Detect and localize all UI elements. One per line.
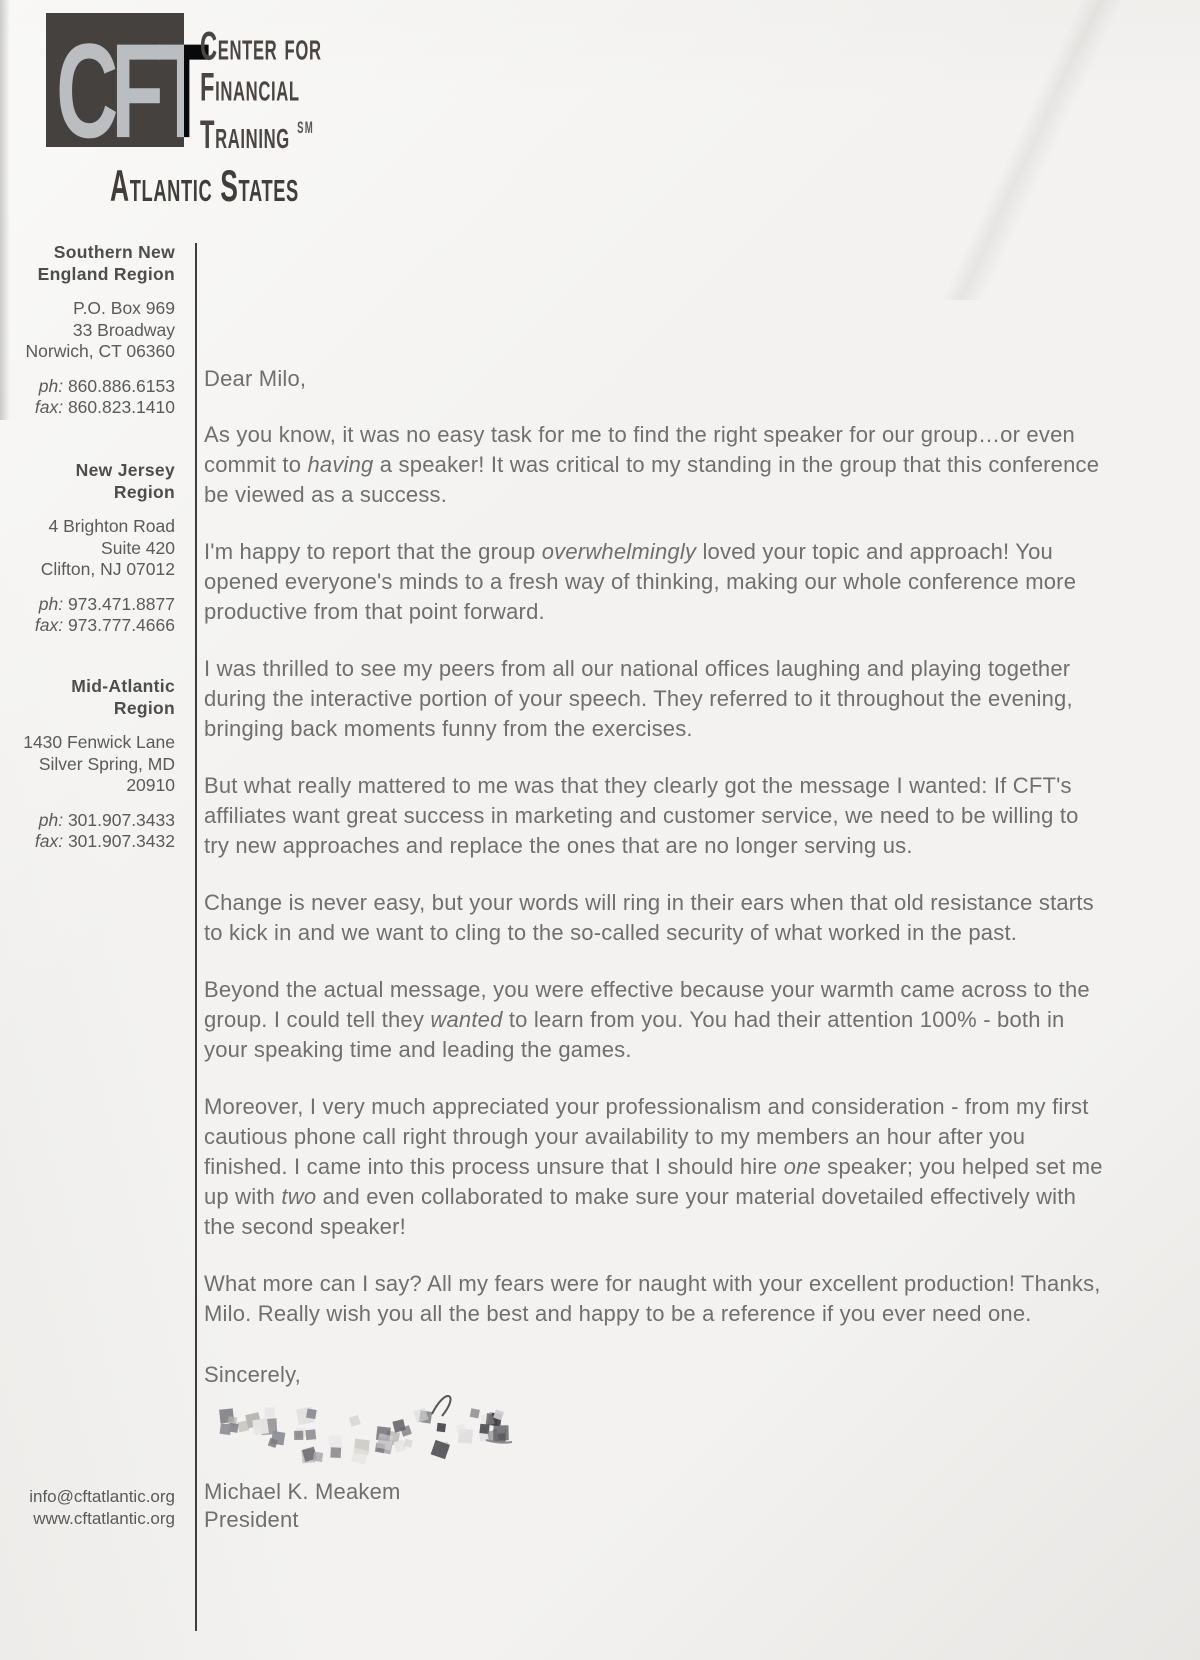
website-url: www.cftatlantic.org [33,1509,175,1528]
paragraph-5: Change is never easy, but your words will ring in their ears when that old resistance starts to kick in and we want to cling to the so-called security of what worked in the past. [204,890,1094,945]
address-line: 4 Brighton Road [48,516,175,536]
fax-line: fax: 973.777.4666 [34,615,175,635]
service-mark: SM [297,118,315,138]
address-line: Silver Spring, MD [38,753,175,774]
closing: Sincerely, [204,1362,301,1387]
region-name: New Jersey Region [75,460,175,502]
org-name-line-1: Center for [200,24,322,69]
paragraph-1: As you know, it was no easy task for me to find the right speaker for our group…or even commit to having a speaker! It was critical to my standing in the group that this conference be viewed as a success. [204,422,1100,507]
region-name: Mid-Atlantic Region [71,676,175,718]
address-line: Clifton, NJ 07012 [40,559,175,579]
cft-logo-monogram: CFT [56,16,203,167]
paragraph-7: Moreover, I very much appreciated your professionalism and consideration - from my first cautious phone call right through your availability to my members an hour after you finished. I came into this process unsure that I should hire one speaker; you helped set me up with two and even collaborated to make sure your material dovetailed effectively with the second speaker! [204,1094,1103,1239]
address-line: Norwich, CT 06360 [25,341,175,361]
org-name [200,24,390,157]
vertical-divider [195,243,197,1631]
division-name: Atlantic States [110,160,299,211]
region-address [18,298,175,363]
signature-redacted [204,1394,1106,1478]
contact-block [18,1486,175,1530]
paragraph-4: But what really mattered to me was that they clearly got the message I wanted: If CFT's affiliates want great success in marketing and customer service, we need to be willing to try new approaches and replace the ones that are no longer serving us. [204,773,1079,858]
letter-body [204,366,1106,1534]
phone-line: ph: 301.907.3433 [38,809,175,830]
region-block-new-jersey [18,460,175,637]
email-address: info@cftatlantic.org [29,1487,175,1506]
signature-mosaic [204,1394,564,1478]
paragraph-3: I was thrilled to see my peers from all our national offices laughing and playing together during the interactive portion of your speech. They referred to it throughout the evening, bringing back moments funny from the exercises. [204,656,1073,741]
phone-line: ph: 973.471.8877 [38,593,175,614]
region-address [18,732,175,797]
paragraph-8: What more can I say? All my fears were for naught with your excellent production! Thanks, Milo. Really wish you all the best and happy to be a reference if you ever need one. [204,1271,1101,1326]
region-name: Southern New England Region [37,242,175,284]
signature-title: President [204,1507,299,1532]
phone-line: ph: 860.886.6153 [38,375,175,396]
paragraph-6: Beyond the actual message, you were effective because your warmth came across to the group. I could tell they wanted to learn from you. You had their attention 100% - both in your speaking time and leading the games. [204,977,1090,1062]
region-phones [18,594,175,637]
address-line: P.O. Box 969 [73,298,175,318]
region-block-southern-new-england [18,242,175,419]
region-address [18,516,175,581]
region-block-mid-atlantic [18,676,175,853]
address-line: 1430 Fenwick Lane [23,732,175,752]
salutation: Dear Milo, [204,366,307,391]
address-line: 20910 [126,775,175,795]
signature-name: Michael K. Meakem [204,1479,401,1504]
org-name-line-3: Training ℠ [200,112,315,157]
region-phones [18,376,175,419]
address-line: Suite 420 [101,537,175,558]
org-name-line-2: Financial [200,65,300,110]
paragraph-2: I'm happy to report that the group overwhelmingly loved your topic and approach! You opened everyone's minds to a fresh way of thinking, making our whole conference more productive from that point forward. [204,539,1077,624]
fax-line: fax: 301.907.3432 [34,831,175,851]
address-line: 33 Broadway [72,319,175,340]
fax-line: fax: 860.823.1410 [34,397,175,417]
region-phones [18,810,175,853]
